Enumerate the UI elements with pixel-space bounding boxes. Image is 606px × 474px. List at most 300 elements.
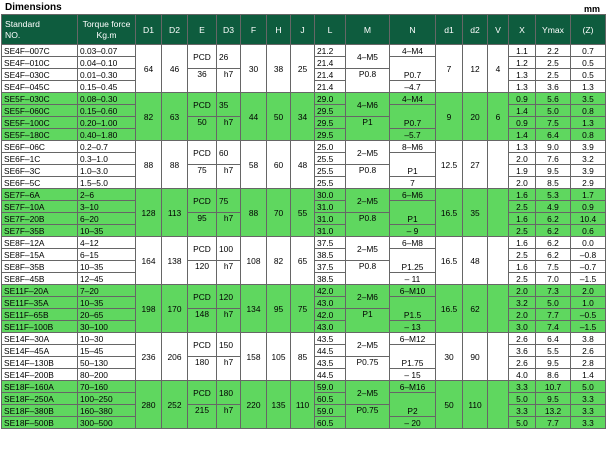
cell-n-mid: P0.7 (390, 105, 436, 129)
cell-small-d1: 12.5 (436, 141, 463, 189)
cell-ymax: 10.7 (536, 381, 571, 393)
cell-n-bottom: – 11 (390, 273, 436, 285)
cell-standard-no: SE18F–500B (2, 417, 78, 429)
cell-l: 30.0 (315, 189, 346, 201)
cell-l: 25.5 (315, 153, 346, 165)
cell-m-bottom: P0.8 (346, 69, 390, 93)
cell-standard-no: SE18F–380B (2, 405, 78, 417)
cell-l: 42.0 (315, 309, 346, 321)
cell-small-d2: 35 (463, 189, 488, 237)
header-torque (78, 15, 136, 45)
cell-ymax: 5.5 (536, 345, 571, 357)
cell-l: 43.0 (315, 297, 346, 309)
table-row (2, 141, 606, 153)
cell-x: 2.5 (509, 249, 536, 261)
cell-d3-top: 150 (217, 333, 241, 357)
cell-m-bottom: P0.8 (346, 261, 390, 285)
cell-e-bottom: 36 (188, 69, 217, 93)
header-x: X (509, 15, 536, 45)
cell-x: 1.4 (509, 129, 536, 141)
cell-l: 38.5 (315, 273, 346, 285)
cell-l: 25.5 (315, 177, 346, 189)
cell-m-bottom: P0.8 (346, 165, 390, 189)
cell-standard-no: SE6F–3C (2, 165, 78, 177)
cell-n-top: 6–M12 (390, 333, 436, 345)
cell-standard-no: SE6F–5C (2, 177, 78, 189)
cell-z: 1.4 (571, 369, 606, 381)
cell-z: 3.9 (571, 141, 606, 153)
cell-torque: 0.15–0.60 (78, 105, 136, 117)
cell-x: 1.4 (509, 105, 536, 117)
cell-j: 75 (291, 285, 315, 333)
cell-n-mid: P0.7 (390, 57, 436, 81)
cell-e-bottom: 75 (188, 165, 217, 189)
cell-standard-no: SE5F–180C (2, 129, 78, 141)
cell-torque: 50–130 (78, 357, 136, 369)
cell-torque: 100–250 (78, 393, 136, 405)
table-row (2, 189, 606, 201)
cell-n-mid: P1 (390, 201, 436, 225)
cell-d2: 113 (162, 189, 188, 237)
cell-h: 82 (267, 237, 291, 285)
cell-e-top: PCD (188, 381, 217, 405)
cell-torque: 20–65 (78, 309, 136, 321)
cell-z: 3.2 (571, 153, 606, 165)
cell-d3-top: 180 (217, 381, 241, 405)
cell-m-top: 2–M5 (346, 381, 390, 405)
cell-l: 31.0 (315, 201, 346, 213)
cell-e-top: PCD (188, 285, 217, 309)
cell-x: 2.6 (509, 357, 536, 369)
cell-m-top: 4–M6 (346, 93, 390, 117)
cell-standard-no: SE4F–030C (2, 69, 78, 81)
header-d1: D1 (136, 15, 162, 45)
table-body (2, 45, 606, 429)
cell-standard-no: SE11F–100B (2, 321, 78, 333)
cell-x: 1.6 (509, 213, 536, 225)
cell-small-d2: 20 (463, 93, 488, 141)
cell-j: 85 (291, 333, 315, 381)
cell-m-top: 2–M5 (346, 141, 390, 165)
cell-ymax: 7.5 (536, 117, 571, 129)
cell-l: 29.5 (315, 117, 346, 129)
cell-v: 4 (488, 45, 509, 93)
cell-f: 108 (241, 237, 267, 285)
cell-l: 29.5 (315, 105, 346, 117)
cell-small-d1: 16.5 (436, 285, 463, 333)
cell-l: 31.0 (315, 225, 346, 237)
cell-ymax: 5.0 (536, 297, 571, 309)
cell-standard-no: SE4F–045C (2, 81, 78, 93)
cell-x: 2.5 (509, 225, 536, 237)
cell-l: 43.5 (315, 357, 346, 369)
cell-small-d1: 30 (436, 333, 463, 381)
cell-d2: 252 (162, 381, 188, 429)
header-ymax: Ymax (536, 15, 571, 45)
cell-x: 3.3 (509, 405, 536, 417)
cell-l: 21.2 (315, 45, 346, 57)
cell-x: 1.3 (509, 141, 536, 153)
cell-z: 3.8 (571, 333, 606, 345)
cell-e-bottom: 50 (188, 117, 217, 141)
cell-ymax: 6.2 (536, 237, 571, 249)
cell-x: 0.9 (509, 117, 536, 129)
cell-e-top: PCD (188, 141, 217, 165)
cell-x: 5.0 (509, 393, 536, 405)
cell-ymax: 7.5 (536, 261, 571, 273)
cell-v (488, 333, 509, 381)
cell-n-bottom: –5.7 (390, 129, 436, 141)
cell-m-bottom: P0.75 (346, 357, 390, 381)
cell-e-top: PCD (188, 93, 217, 117)
cell-standard-no: SE7F–10A (2, 201, 78, 213)
cell-z: –1.5 (571, 273, 606, 285)
cell-z: –0.8 (571, 249, 606, 261)
cell-m-top: 2–M6 (346, 285, 390, 309)
cell-n-top: 6–M6 (390, 189, 436, 201)
cell-d2: 206 (162, 333, 188, 381)
cell-z: 0.8 (571, 129, 606, 141)
cell-z: 2.6 (571, 345, 606, 357)
cell-l: 60.5 (315, 393, 346, 405)
cell-n-mid: P1 (390, 153, 436, 177)
page-title: Dimensions (5, 2, 62, 13)
header-n: N (390, 15, 436, 45)
cell-z: 1.7 (571, 189, 606, 201)
cell-l: 42.0 (315, 285, 346, 297)
cell-torque: 15–45 (78, 345, 136, 357)
cell-m-bottom: P1 (346, 309, 390, 333)
cell-ymax: 6.2 (536, 225, 571, 237)
cell-h: 95 (267, 285, 291, 333)
cell-standard-no: SE4F–010C (2, 57, 78, 69)
cell-n-bottom: – 20 (390, 417, 436, 429)
cell-x: 0.9 (509, 93, 536, 105)
cell-v (488, 237, 509, 285)
cell-d2: 88 (162, 141, 188, 189)
cell-torque: 0.20–1.00 (78, 117, 136, 129)
cell-ymax: 8.5 (536, 177, 571, 189)
cell-z: –0.5 (571, 309, 606, 321)
cell-z: 2.0 (571, 285, 606, 297)
cell-torque: 0.08–0.30 (78, 93, 136, 105)
cell-small-d1: 16.5 (436, 237, 463, 285)
cell-small-d2: 12 (463, 45, 488, 93)
cell-x: 4.0 (509, 369, 536, 381)
cell-x: 1.6 (509, 261, 536, 273)
cell-x: 2.0 (509, 309, 536, 321)
table-row (2, 45, 606, 57)
cell-z: 1.3 (571, 117, 606, 129)
cell-d3-top: 35 (217, 93, 241, 117)
cell-ymax: 3.6 (536, 81, 571, 93)
cell-n-bottom: – 15 (390, 369, 436, 381)
cell-standard-no: SE14F–130B (2, 357, 78, 369)
header-torque-line1: Torque force (82, 18, 131, 29)
cell-ymax: 6.4 (536, 333, 571, 345)
cell-d1: 64 (136, 45, 162, 93)
cell-n-bottom: – 9 (390, 225, 436, 237)
cell-small-d1: 9 (436, 93, 463, 141)
cell-l: 44.5 (315, 345, 346, 357)
cell-z: 3.3 (571, 393, 606, 405)
cell-j: 48 (291, 141, 315, 189)
cell-z: –0.7 (571, 261, 606, 273)
cell-v: 6 (488, 93, 509, 141)
header-d2: D2 (162, 15, 188, 45)
cell-f: 88 (241, 189, 267, 237)
cell-d3-top: 60 (217, 141, 241, 165)
cell-ymax: 2.5 (536, 57, 571, 69)
cell-h: 135 (267, 381, 291, 429)
cell-standard-no: SE7F–35B (2, 225, 78, 237)
cell-small-d2: 110 (463, 381, 488, 429)
cell-torque: 0.15–0.45 (78, 81, 136, 93)
cell-d3-top: 100 (217, 237, 241, 261)
cell-x: 3.0 (509, 321, 536, 333)
cell-x: 3.6 (509, 345, 536, 357)
cell-d3-bottom: h7 (217, 117, 241, 141)
cell-h: 60 (267, 141, 291, 189)
cell-v (488, 189, 509, 237)
cell-l: 29.0 (315, 93, 346, 105)
cell-ymax: 9.5 (536, 393, 571, 405)
cell-ymax: 9.5 (536, 357, 571, 369)
cell-torque: 30–100 (78, 321, 136, 333)
cell-v (488, 285, 509, 333)
cell-standard-no: SE7F–6A (2, 189, 78, 201)
header-row (2, 15, 606, 45)
cell-torque: 3–10 (78, 201, 136, 213)
cell-standard-no: SE14F–30A (2, 333, 78, 345)
cell-small-d2: 90 (463, 333, 488, 381)
cell-z: –1.5 (571, 321, 606, 333)
cell-m-top: 4–M5 (346, 45, 390, 69)
cell-d1: 280 (136, 381, 162, 429)
cell-standard-no: SE18F–250A (2, 393, 78, 405)
header-d3: D3 (217, 15, 241, 45)
header-j: J (291, 15, 315, 45)
cell-d1: 128 (136, 189, 162, 237)
cell-ymax: 2.5 (536, 69, 571, 81)
cell-e-bottom: 120 (188, 261, 217, 285)
cell-torque: 10–35 (78, 225, 136, 237)
cell-e-top: PCD (188, 237, 217, 261)
header-small-d1: d1 (436, 15, 463, 45)
cell-torque: 0.01–0.30 (78, 69, 136, 81)
cell-torque: 6–20 (78, 213, 136, 225)
cell-torque: 160–380 (78, 405, 136, 417)
cell-l: 31.0 (315, 213, 346, 225)
cell-torque: 1.0–3.0 (78, 165, 136, 177)
cell-x: 1.9 (509, 165, 536, 177)
cell-x: 2.0 (509, 177, 536, 189)
cell-n-top: 6–M10 (390, 285, 436, 297)
cell-torque: 70–160 (78, 381, 136, 393)
cell-torque: 0.2–0.7 (78, 141, 136, 153)
cell-ymax: 4.9 (536, 201, 571, 213)
cell-l: 21.4 (315, 57, 346, 69)
cell-standard-no: SE6F–06C (2, 141, 78, 153)
cell-small-d1: 50 (436, 381, 463, 429)
cell-m-top: 2–M5 (346, 237, 390, 261)
cell-d3-top: 26 (217, 45, 241, 69)
cell-torque: 10–30 (78, 333, 136, 345)
cell-x: 1.2 (509, 57, 536, 69)
cell-small-d1: 16.5 (436, 189, 463, 237)
cell-n-mid: P1.5 (390, 297, 436, 321)
cell-ymax: 13.2 (536, 405, 571, 417)
cell-x: 1.3 (509, 81, 536, 93)
cell-z: 3.3 (571, 405, 606, 417)
cell-ymax: 6.2 (536, 213, 571, 225)
cell-m-bottom: P0.75 (346, 405, 390, 429)
cell-torque: 4–12 (78, 237, 136, 249)
cell-n-mid: P2 (390, 393, 436, 417)
cell-d1: 198 (136, 285, 162, 333)
cell-d3-top: 120 (217, 285, 241, 309)
cell-d1: 82 (136, 93, 162, 141)
cell-ymax: 7.6 (536, 153, 571, 165)
header-z: (Z) (571, 15, 606, 45)
cell-n-mid: P1.75 (390, 345, 436, 369)
table-row (2, 333, 606, 345)
cell-d3-bottom: h7 (217, 405, 241, 429)
cell-e-top: PCD (188, 189, 217, 213)
cell-d3-bottom: h7 (217, 165, 241, 189)
cell-torque: 10–35 (78, 261, 136, 273)
cell-d3-bottom: h7 (217, 261, 241, 285)
cell-h: 105 (267, 333, 291, 381)
cell-x: 1.6 (509, 237, 536, 249)
cell-l: 43.0 (315, 321, 346, 333)
header-small-d2: d2 (463, 15, 488, 45)
cell-d3-bottom: h7 (217, 69, 241, 93)
cell-ymax: 2.2 (536, 45, 571, 57)
cell-z: 10.4 (571, 213, 606, 225)
cell-ymax: 7.3 (536, 285, 571, 297)
cell-z: 3.5 (571, 93, 606, 105)
cell-d2: 63 (162, 93, 188, 141)
cell-z: 0.8 (571, 105, 606, 117)
cell-d3-top: 75 (217, 189, 241, 213)
cell-x: 1.3 (509, 69, 536, 81)
cell-x: 2.0 (509, 153, 536, 165)
cell-l: 59.0 (315, 405, 346, 417)
cell-d3-bottom: h7 (217, 213, 241, 237)
cell-d1: 164 (136, 237, 162, 285)
cell-z: 3.3 (571, 417, 606, 429)
header-torque-line2: Kg.m (96, 29, 117, 40)
cell-v (488, 141, 509, 189)
cell-h: 70 (267, 189, 291, 237)
cell-z: 2.8 (571, 357, 606, 369)
cell-d1: 236 (136, 333, 162, 381)
cell-torque: 80–200 (78, 369, 136, 381)
dimensions-table (1, 14, 606, 429)
cell-x: 1.1 (509, 45, 536, 57)
cell-h: 38 (267, 45, 291, 93)
cell-torque: 0.40–1.80 (78, 129, 136, 141)
cell-standard-no: SE8F–15A (2, 249, 78, 261)
cell-f: 158 (241, 333, 267, 381)
header-standard-line2: NO. (5, 29, 21, 40)
cell-x: 2.5 (509, 201, 536, 213)
cell-ymax: 5.3 (536, 189, 571, 201)
cell-x: 2.6 (509, 333, 536, 345)
header-standard (2, 15, 78, 45)
cell-standard-no: SE18F–160A (2, 381, 78, 393)
cell-torque: 1.5–5.0 (78, 177, 136, 189)
cell-small-d2: 62 (463, 285, 488, 333)
cell-m-top: 2–M5 (346, 189, 390, 213)
cell-m-bottom: P0.8 (346, 213, 390, 237)
cell-ymax: 6.2 (536, 249, 571, 261)
cell-torque: 7–20 (78, 285, 136, 297)
cell-n-top: 4–M4 (390, 45, 436, 57)
cell-e-bottom: 148 (188, 309, 217, 333)
cell-torque: 2–6 (78, 189, 136, 201)
cell-ymax: 9.5 (536, 165, 571, 177)
cell-l: 37.5 (315, 261, 346, 273)
table-row (2, 237, 606, 249)
cell-j: 65 (291, 237, 315, 285)
cell-x: 2.0 (509, 285, 536, 297)
cell-standard-no: SE4F–007C (2, 45, 78, 57)
cell-d2: 46 (162, 45, 188, 93)
cell-standard-no: SE7F–20B (2, 213, 78, 225)
cell-l: 43.5 (315, 333, 346, 345)
cell-j: 110 (291, 381, 315, 429)
table-row (2, 381, 606, 393)
cell-z: 3.9 (571, 165, 606, 177)
cell-n-mid: P1.25 (390, 249, 436, 273)
cell-z: 1.0 (571, 297, 606, 309)
cell-e-top: PCD (188, 45, 217, 69)
cell-standard-no: SE11F–20A (2, 285, 78, 297)
cell-standard-no: SE8F–45B (2, 273, 78, 285)
cell-standard-no: SE8F–12A (2, 237, 78, 249)
header-standard-line1: Standard (5, 18, 40, 29)
header-e: E (188, 15, 217, 45)
cell-l: 21.4 (315, 81, 346, 93)
cell-ymax: 7.7 (536, 309, 571, 321)
cell-ymax: 7.4 (536, 321, 571, 333)
cell-l: 25.5 (315, 165, 346, 177)
cell-n-top: 4–M4 (390, 93, 436, 105)
cell-n-top: 6–M16 (390, 381, 436, 393)
cell-z: 5.0 (571, 381, 606, 393)
cell-torque: 0.04–0.10 (78, 57, 136, 69)
cell-z: 1.3 (571, 81, 606, 93)
cell-f: 30 (241, 45, 267, 93)
cell-f: 220 (241, 381, 267, 429)
cell-l: 25.0 (315, 141, 346, 153)
cell-standard-no: SE8F–35B (2, 261, 78, 273)
cell-l: 37.5 (315, 237, 346, 249)
cell-small-d1: 7 (436, 45, 463, 93)
header-v: V (488, 15, 509, 45)
cell-torque: 10–35 (78, 297, 136, 309)
cell-torque: 0.3–1.0 (78, 153, 136, 165)
cell-z: 0.0 (571, 237, 606, 249)
cell-n-bottom: – 13 (390, 321, 436, 333)
table-row (2, 93, 606, 105)
cell-z: 0.6 (571, 225, 606, 237)
cell-standard-no: SE5F–100C (2, 117, 78, 129)
cell-n-bottom: –4.7 (390, 81, 436, 93)
cell-standard-no: SE11F–65B (2, 309, 78, 321)
